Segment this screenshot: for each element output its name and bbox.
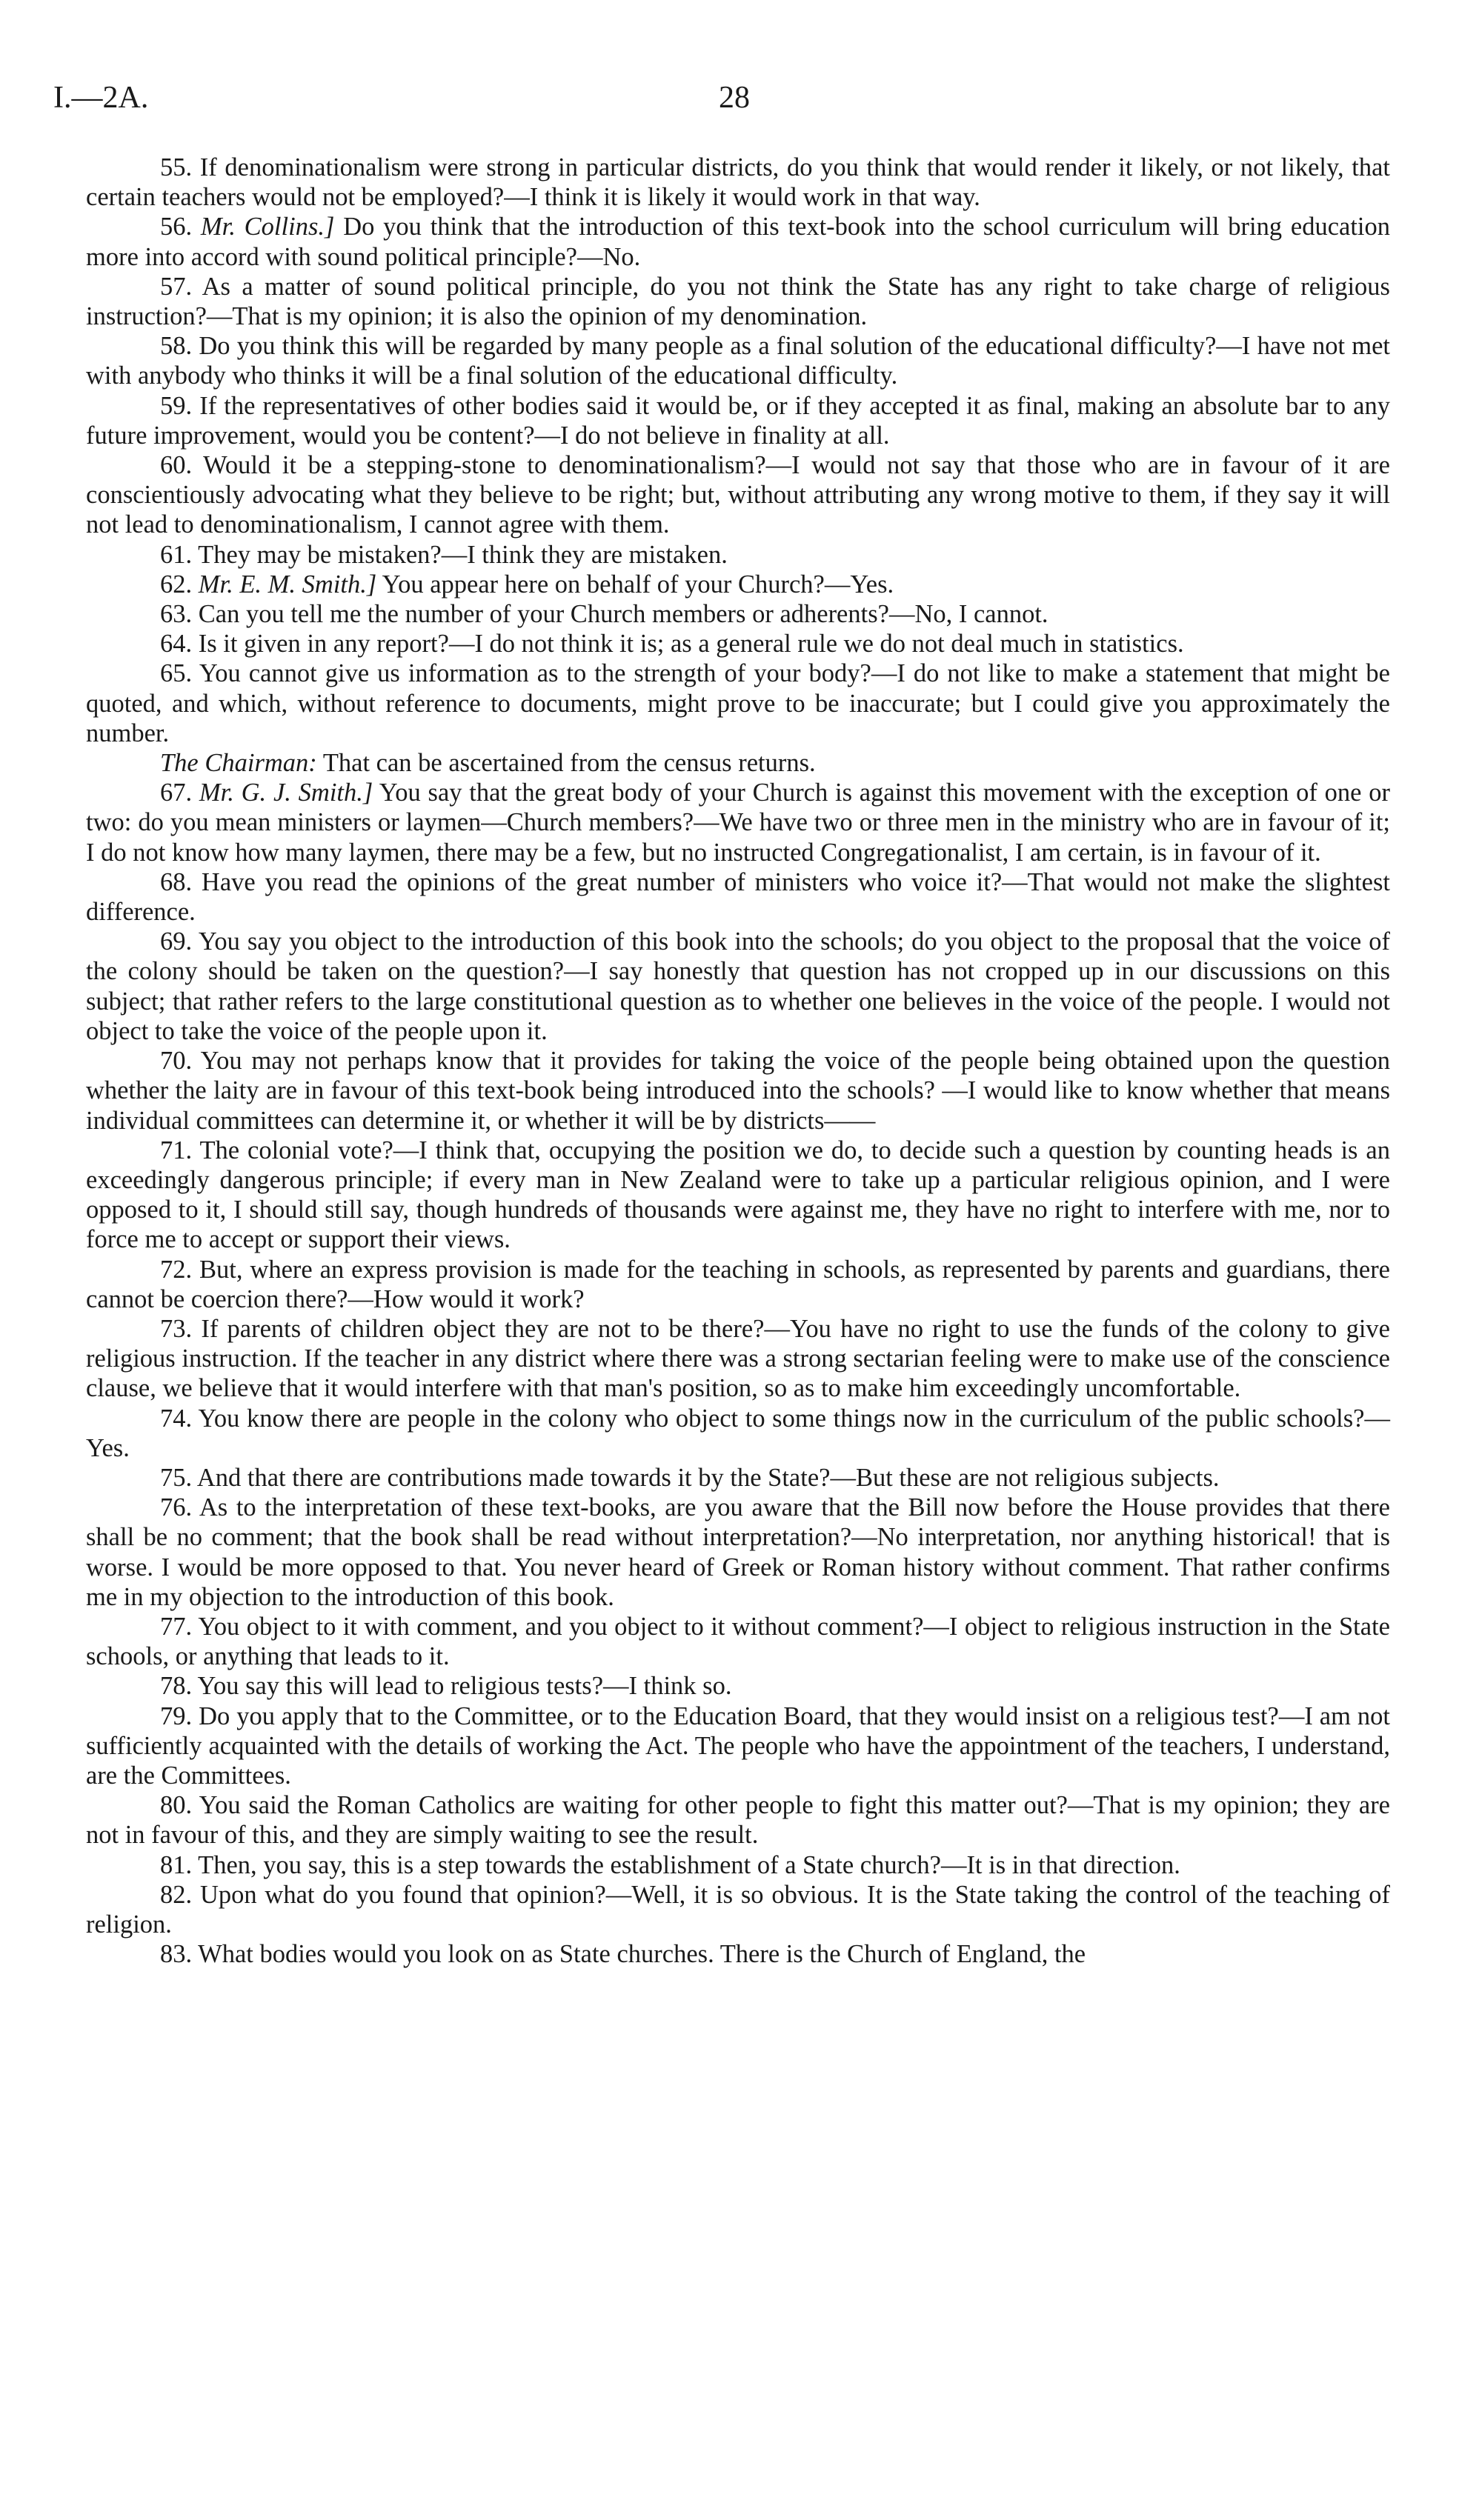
question-paragraph: [86, 867, 1390, 927]
question-answer-text: You say you object to the introduction of this book into the schools; do you object to the proposal that the voice of the colony should be taken on the question?—I say honestly that question has not cropped up in our discussions on this subject; that rather refers to the large constitutional question as to whether one believes in the voice of the people. I would not object to take the voice of the people upon it.: [86, 927, 1390, 1045]
question-answer-text: You object to it with comment, and you object to it without comment?—I object to religious instruction in the State schools, or anything that leads to it.: [86, 1612, 1390, 1671]
question-answer-text: As to the interpretation of these text-books, are you aware that the Bill now before the House provides that there shall be no comment; that the book shall be read without interpretation?—No interpretation, nor anything historical! that is worse. I would be more opposed to that. You never heard of Greek or Roman history without comment. That rather confirms me in my objection to the introduction of this book.: [86, 1493, 1390, 1611]
question-paragraph: [86, 450, 1390, 540]
question-paragraph: [86, 1612, 1390, 1671]
question-number: 71.: [160, 1136, 193, 1164]
question-number: 59.: [160, 391, 193, 420]
speaker-name: Mr. Collins.]: [200, 213, 335, 241]
question-paragraph: [86, 331, 1390, 390]
page-number: 28: [719, 81, 750, 115]
question-answer-text: You said the Roman Catholics are waiting for other people to fight this matter out?—That is my opinion; they are not in favour of this, and they are simply waiting to see the result.: [86, 1791, 1390, 1850]
question-paragraph: [86, 1850, 1390, 1880]
question-answer-text: You say that the great body of your Church is against this movement with the exception of one or two: do you mean ministers or laymen—Church members?—We have two or three men in the ministry who are in favour of it; I do not know how many laymen, there may be a few, but no instructed Congregationalist, I am certain, is in favour of it.: [86, 779, 1391, 867]
question-number: 64.: [160, 630, 193, 659]
question-answer-text: If parents of children object they are not to be there?—You have no right to use the funds of the colony to give religious instruction. If the teacher in any district where there was a strong sectarian feeling were to make use of the conscience clause, we believe that it would interfere with that man's position, so as to make him exceedingly uncomfortable.: [86, 1314, 1390, 1403]
question-paragraph: [86, 1939, 1390, 1969]
question-answer-text: What bodies would you look on as State churches. There is the Church of England, the: [198, 1940, 1086, 1969]
question-paragraph: [86, 570, 1390, 599]
question-answer-text: You cannot give us information as to the strength of your body?—I do not like to make a statement that might be quoted, and which, without reference to documents, might prove to be inaccurate; but I could give you approximately the number.: [86, 659, 1390, 747]
question-paragraph: [86, 748, 1390, 778]
speaker-name: The Chairman:: [160, 749, 317, 778]
question-answer-text: And that there are contributions made towards it by the State?—But these are not religious subjects.: [196, 1463, 1220, 1492]
question-answer-text: Do you think that the introduction of this text-book into the school curriculum will bring education more into accord with sound political principle?—No.: [86, 213, 1391, 271]
question-number: 82.: [160, 1880, 193, 1909]
question-paragraph: [86, 1790, 1390, 1850]
question-number: 76.: [160, 1493, 193, 1522]
question-number: 77.: [160, 1612, 193, 1641]
document-reference: I.—2A.: [53, 81, 149, 115]
question-number: 73.: [160, 1314, 193, 1343]
question-answer-text: They may be mistaken?—I think they are mistaken.: [198, 540, 728, 569]
question-answer-text: You appear here on behalf of your Church?—Yes.: [382, 570, 894, 599]
question-paragraph: [86, 1671, 1390, 1701]
question-answer-text: Then, you say, this is a step towards the establishment of a State church?—It is in that direction.: [198, 1850, 1180, 1879]
question-paragraph: [86, 153, 1390, 212]
question-number: 63.: [160, 600, 193, 629]
question-number: 62.: [160, 570, 193, 599]
question-number: 81.: [160, 1850, 193, 1879]
speaker-name: Mr. G. J. Smith.]: [199, 779, 373, 807]
question-number: 61.: [160, 540, 193, 569]
question-number: 65.: [160, 659, 193, 688]
question-answer-text: Is it given in any report?—I do not think it is; as a general rule we do not deal much in statistics.: [198, 630, 1184, 659]
question-number: 69.: [160, 927, 193, 956]
question-paragraph: [86, 927, 1390, 1046]
question-answer-text: If denominationalism were strong in particular districts, do you think that would render it likely, or not likely, that certain teachers would not be employed?—I think it is likely it would work in that way.: [86, 153, 1391, 212]
question-answer-text: If the representatives of other bodies said it would be, or if they accepted it as final, making an absolute bar to any future improvement, would you be content?—I do not believe in finality at all.: [86, 391, 1390, 450]
question-number: 68.: [160, 867, 193, 896]
question-answer-text: You may not perhaps know that it provides for taking the voice of the people being obtained upon the question whether the laity are in favour of this text-book being introduced into the schools? —I would like to know whether that means individual committees can determine it, or whether it will be by districts——: [86, 1047, 1390, 1135]
question-answer-text: Would it be a stepping-stone to denominationalism?—I would not say that those who are in favour of it are conscientiously advocating what they believe to be right; but, without attributing any wrong motive to them, if they say it will not lead to denominationalism, I cannot agree with them.: [86, 451, 1390, 539]
question-number: 80.: [160, 1791, 193, 1820]
question-number: 60.: [160, 451, 193, 480]
question-answer-text: But, where an express provision is made for the teaching in schools, as represented by parents and guardians, there cannot be coercion there?—How would it work?: [86, 1255, 1390, 1313]
question-number: 70.: [160, 1047, 193, 1076]
question-number: 56.: [160, 213, 193, 241]
question-number: 72.: [160, 1255, 193, 1284]
speaker-name: Mr. E. M. Smith.]: [198, 570, 377, 599]
question-answer-text: As a matter of sound political principle, do you not think the State has any right to take charge of religious instruction?—That is my opinion; it is also the opinion of my denomination.: [86, 272, 1390, 331]
question-paragraph: [86, 540, 1390, 570]
question-number: 83.: [160, 1940, 193, 1969]
question-answer-text: The colonial vote?—I think that, occupying the position we do, to decide such a question by counting heads is an exceedingly dangerous principle; if every man in New Zealand were to take up a particular religious opinion, and I were opposed to it, I should still say, though hundreds of thousands were against me, they have no right to interfere with me, nor to force me to accept or support their views.: [86, 1136, 1390, 1254]
question-answer-text: Have you read the opinions of the great number of ministers who voice it?—That would not make the slightest difference.: [86, 867, 1391, 927]
question-paragraph: [86, 1463, 1390, 1493]
question-answer-text: You know there are people in the colony who object to some things now in the curriculum of the public schools?—Yes.: [86, 1404, 1390, 1462]
question-answer-text: Do you apply that to the Committee, or to the Education Board, that they would insist on a religious test?—I am not sufficiently acquainted with the details of working the Act. The people who have the appointment of the teachers, I understand, are the Committees.: [86, 1701, 1390, 1790]
question-paragraph: [86, 778, 1390, 867]
question-paragraph: [86, 272, 1390, 331]
question-number: 67.: [160, 779, 193, 807]
question-answer-text: Do you think this will be regarded by many people as a final solution of the educational difficulty?—I have not met with anybody who thinks it will be a final solution of the educational difficulty.: [86, 332, 1390, 390]
question-number: 79.: [160, 1701, 193, 1730]
question-number: 75.: [160, 1463, 193, 1492]
question-paragraph: [86, 391, 1390, 450]
question-paragraph: [86, 1493, 1390, 1612]
question-paragraph: [86, 1314, 1390, 1404]
question-paragraph: [86, 659, 1390, 748]
question-paragraph: [86, 1136, 1390, 1255]
question-paragraph: [86, 1255, 1390, 1314]
question-paragraph: [86, 629, 1390, 659]
question-answer-text: That can be ascertained from the census returns.: [322, 749, 816, 778]
question-number: 57.: [160, 272, 193, 301]
question-paragraph: [86, 212, 1390, 271]
question-answer-text: Can you tell me the number of your Church members or adherents?—No, I cannot.: [198, 600, 1048, 629]
page-header: [53, 80, 1390, 124]
question-number: 78.: [160, 1672, 193, 1701]
question-answer-text: You say this will lead to religious tests?—I think so.: [197, 1672, 732, 1701]
question-paragraph: [86, 1404, 1390, 1463]
question-paragraph: [86, 1701, 1390, 1791]
question-number: 74.: [160, 1404, 193, 1433]
question-paragraph: [86, 1880, 1390, 1939]
question-paragraph: [86, 1046, 1390, 1136]
question-answer-text: Upon what do you found that opinion?—Well, it is so obvious. It is the State taking the control of the teaching of religion.: [86, 1880, 1391, 1939]
question-number: 58.: [160, 332, 193, 361]
question-paragraph: [86, 599, 1390, 629]
question-number: 55.: [160, 153, 193, 181]
evidence-text: [86, 153, 1390, 1969]
